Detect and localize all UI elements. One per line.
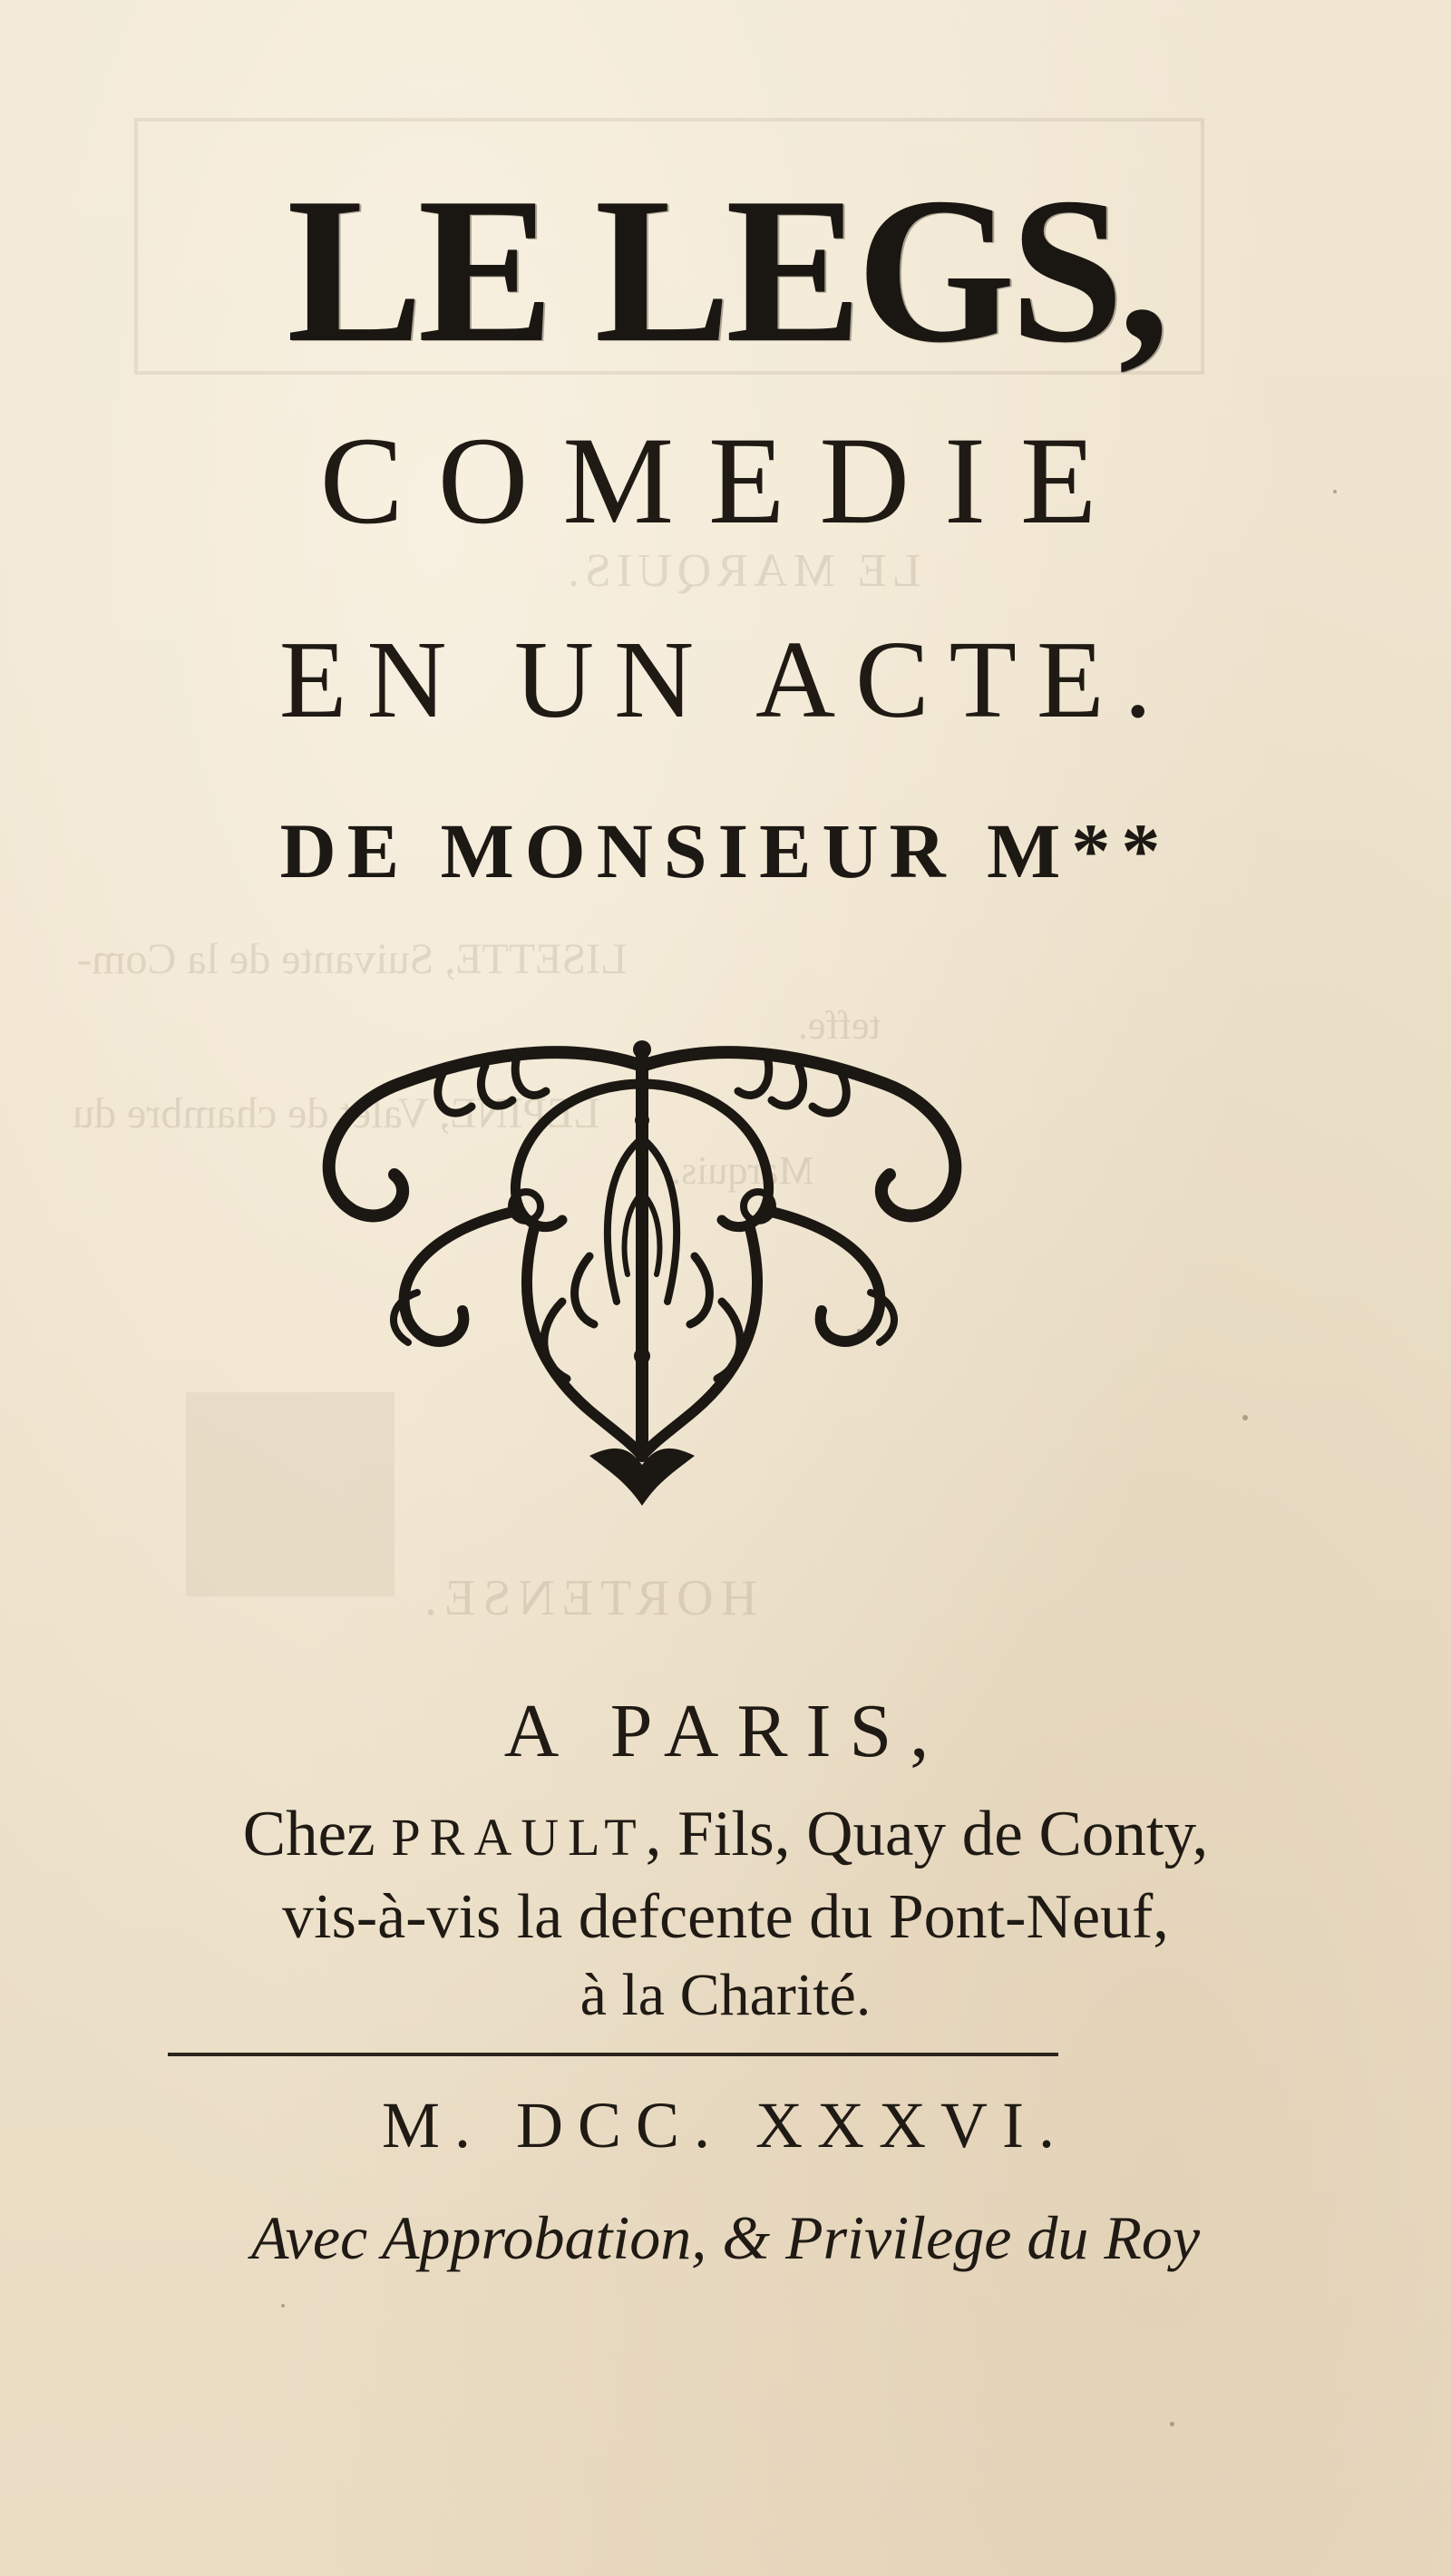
act-heading: EN UN ACTE. [278, 619, 1173, 741]
imprint-suffix: , Fils, Quay de Conty, [645, 1799, 1209, 1869]
paper-speck [1170, 2422, 1174, 2426]
bleed-text-2: LISETTE, Suivante de la Com- [77, 935, 628, 983]
book-title: LE LEGS, [287, 154, 1164, 385]
bleed-text-3: teffe. [798, 1003, 881, 1048]
royal-privilege: Avec Approbation, & Privilege du Roy [250, 2203, 1201, 2272]
genre-heading: COMEDIE [319, 411, 1132, 550]
imprint-address-line: vis-à-vis la defcente du Pont-Neuf, [282, 1882, 1169, 1952]
bleed-text-5: Marquis. [671, 1148, 814, 1193]
bleed-text-1: LE MARQUIS. [562, 545, 921, 597]
publication-year: M. DCC. XXXVI. [381, 2089, 1070, 2161]
imprint-printer: PRAULT [391, 1808, 646, 1867]
author-line: DE MONSIEUR M** [279, 807, 1172, 894]
bleed-text-4: LEPINE, Valet de chambre du [73, 1089, 600, 1137]
horizontal-rule [168, 2053, 1058, 2056]
imprint-publisher-line [0, 1798, 1451, 1871]
imprint-prefix: Chez [242, 1799, 392, 1869]
paper-speck [1242, 1415, 1248, 1420]
floral-fleuron-icon [290, 1029, 1007, 1519]
bleed-text-6: HORTENSE. [417, 1570, 758, 1626]
imprint-sign-line: à la Charité. [579, 1962, 872, 2028]
imprint-city: A PARIS, [503, 1689, 948, 1773]
paper-speck [281, 2304, 285, 2308]
